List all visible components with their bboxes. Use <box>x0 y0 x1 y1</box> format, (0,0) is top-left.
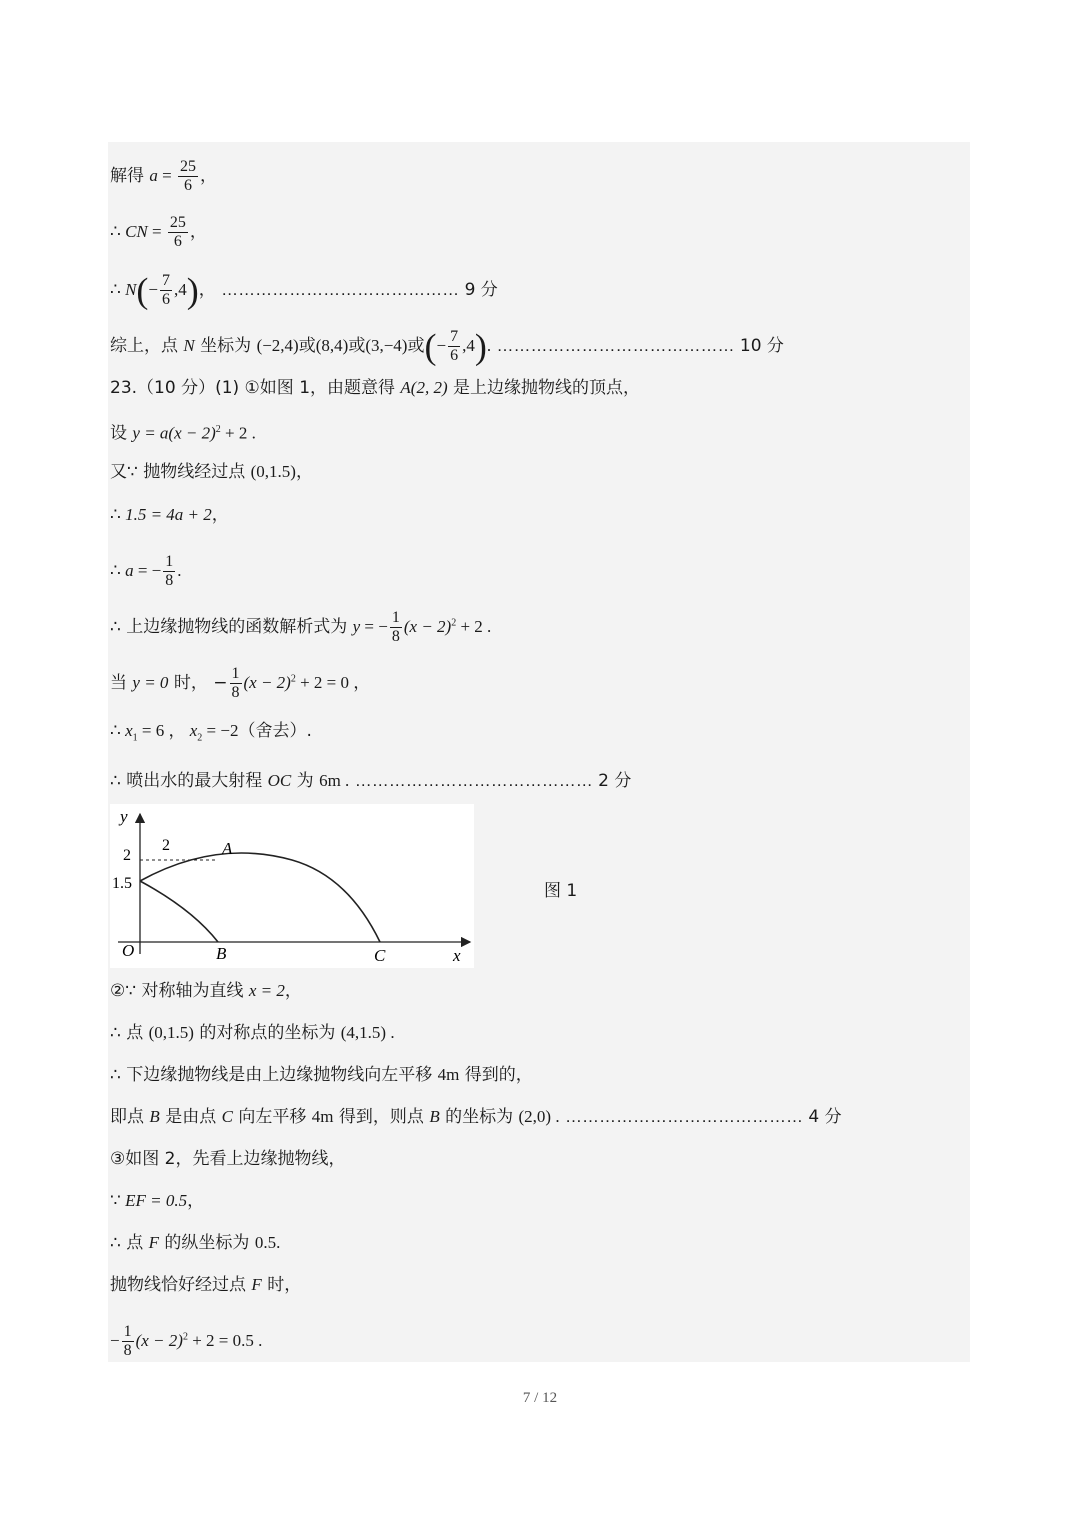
eq: = − <box>133 561 162 580</box>
value: = −2 <box>202 721 239 740</box>
var-b: B <box>429 1107 440 1126</box>
eq: = − <box>360 617 388 636</box>
denominator: 8 <box>391 628 400 645</box>
text: 是由点 <box>159 1107 222 1127</box>
numerator: 1 <box>123 1323 132 1340</box>
sup: 2 <box>215 424 221 435</box>
fraction <box>122 1323 134 1360</box>
fraction <box>168 214 188 251</box>
text: 的坐标为 <box>439 1107 519 1127</box>
var-c: C <box>221 1107 233 1126</box>
text: 是上边缘抛物线的顶点， <box>447 378 641 398</box>
denominator: 6 <box>184 177 192 194</box>
text: 时， <box>261 1275 302 1295</box>
punct: ， <box>295 462 313 482</box>
score: 2 分 <box>598 771 632 791</box>
leader-dots: …………………………………… <box>565 1107 803 1126</box>
text: 为 <box>291 771 320 791</box>
line-fig2 <box>110 1149 345 1169</box>
or: 或 <box>407 336 425 356</box>
line-eq-a <box>110 505 229 525</box>
text: 的对称点的坐标为 <box>193 1023 341 1043</box>
math: (x − 2) <box>135 1331 183 1350</box>
point-3: (3,−4) <box>365 336 408 355</box>
line-summary <box>110 328 784 365</box>
text: 设 <box>110 423 133 444</box>
therefore: ∴ <box>110 721 126 740</box>
math: (x − 2) <box>403 617 452 636</box>
var-y: y <box>352 617 361 636</box>
value: 6m <box>319 771 341 790</box>
punct: . <box>276 1233 281 1252</box>
math: (0,1.5) <box>250 462 296 481</box>
var-oc: OC <box>267 771 292 790</box>
punct: . <box>340 771 350 790</box>
fraction <box>390 609 402 646</box>
therefore: ∴ <box>110 222 126 241</box>
content-panel <box>108 142 970 1362</box>
math: x = 2 <box>248 981 285 1000</box>
math: 1.5 = 4a + 2 <box>125 505 212 524</box>
line-max-range <box>110 771 631 791</box>
punct: . <box>486 336 492 355</box>
therefore: ∴ <box>110 505 126 524</box>
var-a: a <box>125 561 134 580</box>
math: (4,1.5) <box>340 1023 387 1042</box>
leader-dots: …………………………………… <box>221 280 460 299</box>
point-2: (8,4) <box>315 336 349 355</box>
tail: ,4 <box>174 280 187 299</box>
denominator: 6 <box>450 347 459 364</box>
punct: ， <box>284 981 302 1001</box>
line-a-value <box>110 553 182 590</box>
fraction <box>163 553 175 590</box>
neg: − <box>110 1331 120 1350</box>
math: EF = 0.5 <box>125 1191 188 1210</box>
line-when-y0 <box>110 665 370 702</box>
figure-caption: 图 1 <box>544 881 578 901</box>
line-set-y <box>110 420 256 444</box>
punct: . <box>386 1023 395 1042</box>
fraction <box>160 272 172 309</box>
numerator: 1 <box>165 553 174 570</box>
denominator: 8 <box>165 572 174 589</box>
page-number: 7 / 12 <box>522 1390 558 1406</box>
tail: + 2 = 0.5 . <box>187 1331 263 1350</box>
text: ③如图 2，先看上边缘抛物线， <box>110 1149 346 1169</box>
line-passes-f <box>110 1275 301 1295</box>
punct: ， <box>187 1191 205 1211</box>
text: 的纵坐标为 <box>159 1233 255 1253</box>
text: ∴ 下边缘抛物线是由上边缘抛物线向左平移 <box>110 1065 438 1085</box>
punct: ， <box>200 166 217 186</box>
point-c-label: C <box>374 946 386 965</box>
value: = 6 ， <box>137 721 190 740</box>
math: y = a(x − 2) <box>132 423 216 443</box>
text: ∴ 喷出水的最大射程 <box>110 771 268 791</box>
line-point-b <box>110 1107 842 1127</box>
tail: ,4 <box>462 336 475 355</box>
var-f: F <box>148 1233 160 1252</box>
neg: − <box>436 336 447 355</box>
numerator: 7 <box>450 328 459 345</box>
line-ef <box>110 1191 204 1211</box>
text: 得到的， <box>459 1065 533 1085</box>
text: 解得 <box>110 166 144 186</box>
therefore: ∴ <box>110 280 126 299</box>
var-f: F <box>251 1275 262 1294</box>
line-cn <box>110 214 207 251</box>
or: 或 <box>298 336 316 356</box>
y-label: y <box>120 807 128 826</box>
text: 即点 <box>110 1107 150 1127</box>
fraction <box>448 328 460 365</box>
paren-left: ( <box>424 326 437 367</box>
paren-right: ) <box>186 270 199 311</box>
tail: + 2 = 0 ， <box>295 673 371 692</box>
text: 抛物线恰好经过点 <box>110 1275 252 1295</box>
punct: ， <box>189 222 207 242</box>
point-a-label: A <box>222 839 233 858</box>
x2: x <box>189 721 198 740</box>
numerator: 25 <box>180 158 196 175</box>
punct: ， <box>198 280 216 300</box>
var-n: N <box>125 280 137 299</box>
var-b: B <box>149 1107 160 1126</box>
point-a: A(2, 2) <box>400 378 448 397</box>
sup: 2 <box>290 673 296 685</box>
var-n: N <box>183 336 195 355</box>
tail: + 2 . <box>220 423 256 443</box>
text: ∴ 上边缘抛物线的函数解析式为 <box>110 617 353 637</box>
lower-parabola <box>140 881 218 942</box>
text: ②∵ 对称轴为直线 <box>110 981 249 1001</box>
eq: = <box>157 166 176 185</box>
denominator: 6 <box>162 291 171 308</box>
tick-2: 2 <box>123 847 131 864</box>
math: (0,1.5) <box>148 1023 194 1042</box>
or: 或 <box>348 336 366 356</box>
denominator: 6 <box>173 233 182 250</box>
line-n-point <box>110 272 498 309</box>
paren-right: ) <box>474 326 487 367</box>
x-label: x <box>453 946 461 965</box>
line-passes-point <box>110 462 313 482</box>
origin-label: O <box>122 941 135 960</box>
sub: 2 <box>197 732 203 744</box>
text: 向左平移 <box>232 1107 312 1127</box>
paren-left: ( <box>136 270 149 311</box>
text: ∴ 点 <box>110 1023 149 1043</box>
sup: 2 <box>451 617 457 629</box>
label-2: 2 <box>162 837 170 854</box>
text: 当 <box>110 673 133 693</box>
line-f-ycoord <box>110 1233 280 1253</box>
point-1: (−2,4) <box>256 336 299 355</box>
score: 4 分 <box>808 1107 842 1127</box>
punct: ， <box>211 505 229 525</box>
numerator: 25 <box>169 214 186 231</box>
value: 4m <box>311 1107 334 1126</box>
score: 10 分 <box>739 336 784 356</box>
cond: y = 0 <box>132 673 169 692</box>
neg: − <box>148 280 159 299</box>
text: 23.（10 分）(1) ①如图 1，由题意得 <box>110 378 401 398</box>
score: 9 分 <box>464 280 498 300</box>
tail: + 2 . <box>456 617 492 636</box>
fraction <box>178 158 198 195</box>
fraction <box>230 665 242 702</box>
line-lower-shift <box>110 1065 533 1085</box>
line-q23 <box>110 378 640 398</box>
sup: 2 <box>182 1331 188 1343</box>
point-b-label: B <box>216 944 227 963</box>
text: 时， − <box>168 673 228 693</box>
upper-parabola <box>140 853 380 942</box>
therefore: ∴ <box>110 561 126 580</box>
text: （舍去）. <box>238 721 312 741</box>
because: ∵ <box>110 1191 126 1210</box>
sub: 1 <box>132 732 138 744</box>
line-solve-a <box>110 158 217 195</box>
line-upper-parabola <box>110 609 491 646</box>
value: 0.5 <box>254 1233 277 1252</box>
tick-1-5: 1.5 <box>112 875 132 892</box>
denominator: 8 <box>231 684 240 701</box>
leader-dots: …………………………………… <box>354 771 593 790</box>
var-cn: CN <box>125 222 148 241</box>
leader-dots: …………………………………… <box>496 336 735 355</box>
line-final-eq <box>110 1323 262 1360</box>
numerator: 1 <box>231 665 240 682</box>
text: 又∵ 抛物线经过点 <box>110 462 251 482</box>
text: ∴ 点 <box>110 1233 149 1253</box>
line-roots <box>110 721 312 748</box>
text: 坐标为 <box>194 336 257 356</box>
figure-svg <box>110 804 474 968</box>
numerator: 1 <box>391 609 400 626</box>
text: 得到，则点 <box>333 1107 430 1127</box>
var-a: a <box>149 166 158 185</box>
eq: = <box>147 222 166 241</box>
punct: . <box>551 1107 560 1126</box>
math: (2,0) <box>518 1107 552 1126</box>
line-sym-point <box>110 1023 395 1043</box>
punct: . <box>177 561 182 580</box>
math: (x − 2) <box>243 673 291 692</box>
figure-1 <box>110 804 474 968</box>
line-axis-sym <box>110 981 302 1001</box>
denominator: 8 <box>123 1342 132 1359</box>
text: 综上，点 <box>110 336 184 356</box>
numerator: 7 <box>162 272 171 289</box>
x1: x <box>125 721 133 740</box>
value: 4m <box>437 1065 460 1084</box>
